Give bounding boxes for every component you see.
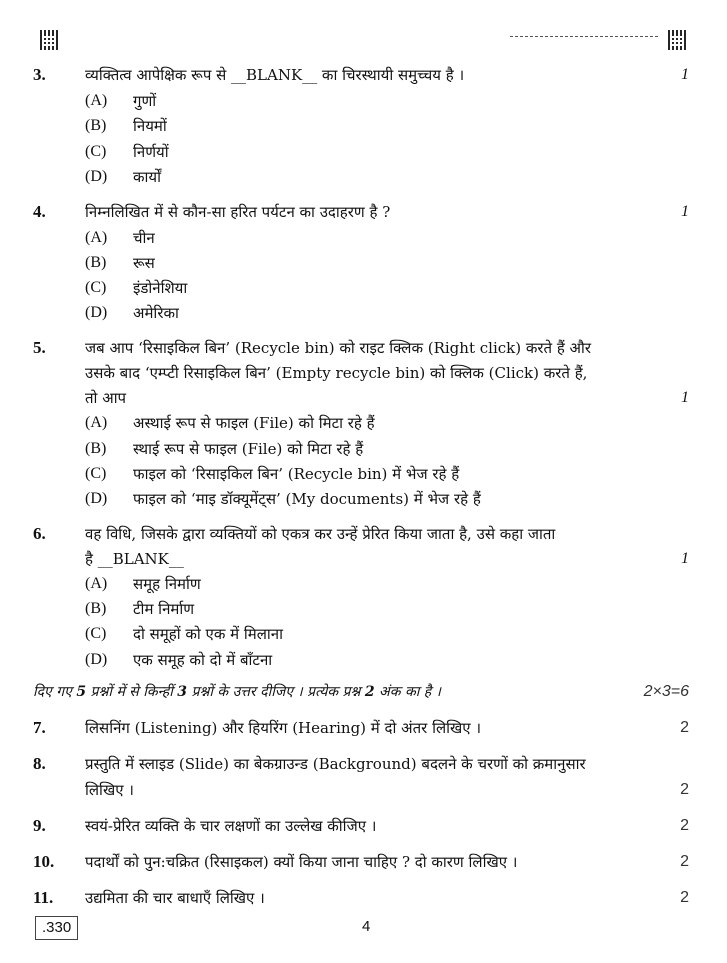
question-text: स्वयं-प्रेरित व्यक्ति के चार लक्षणों का उल्लेख कीजिए । <box>85 817 377 835</box>
option-text: इंडोनेशिया <box>133 279 188 297</box>
option-text: स्थाई रूप से फाइल (File) को मिटा रहे हैं <box>133 440 364 458</box>
question-number: 8. <box>33 754 46 773</box>
question-text: निम्नलिखित में से कौन-सा हरित पर्यटन का उदाहरण है ? <box>85 203 391 221</box>
instruction-text: दिए गए <box>33 684 77 700</box>
question-number: 6. <box>33 524 46 543</box>
option-label: (A) <box>85 575 108 592</box>
question-marks: 2 <box>680 889 689 906</box>
option-label: (C) <box>85 279 107 296</box>
instruction-text: प्रश्नों के उत्तर दीजिए । प्रत्येक प्रश्न <box>187 684 365 700</box>
qr-code-right <box>668 30 688 50</box>
option-label: (A) <box>85 92 108 109</box>
section-marks: 2×3=6 <box>643 683 689 700</box>
question-text: प्रस्तुति में स्लाइड (Slide) का बेकग्राउन्ड (Background) बदलने के चरणों को क्रमानुसार <box>85 755 586 773</box>
question-number: 7. <box>33 718 46 737</box>
question-text: वह विधि, जिसके द्वारा व्यक्तियों को एकत्र कर उन्हें प्रेरित किया जाता है, उसे कहा जाता <box>85 525 556 543</box>
option-text: फाइल को ‘रिसाइकिल बिन’ (Recycle bin) में भेज रहे हैं <box>133 465 460 483</box>
roll-number-line <box>510 36 658 37</box>
option-text: समूह निर्माण <box>133 575 201 593</box>
option-label: (D) <box>85 490 108 507</box>
question-number: 4. <box>33 202 46 221</box>
option-text: निर्णयों <box>133 143 169 161</box>
question-number: 9. <box>33 816 46 835</box>
instruction-text: अंक का है । <box>374 684 441 700</box>
instruction-number: 5 <box>76 684 87 700</box>
option-text: अस्थाई रूप से फाइल (File) को मिटा रहे हैं <box>133 414 375 432</box>
question-marks: 1 <box>681 203 689 220</box>
instruction-text: प्रश्नों में से किन्हीं <box>86 684 178 700</box>
question-text: उद्यमिता की चार बाधाएँ लिखिए । <box>85 889 265 907</box>
option-label: (B) <box>85 600 107 617</box>
question-number: 10. <box>33 852 55 871</box>
option-label: (D) <box>85 304 108 321</box>
question-text: तो आप <box>85 389 127 407</box>
question-number: 3. <box>33 65 46 84</box>
question-text: उसके बाद ‘एम्प्टी रिसाइकिल बिन’ (Empty recycle bin) को क्लिक (Click) करते हैं, <box>85 364 588 382</box>
option-text: रूस <box>133 254 155 272</box>
question-text: जब आप ‘रिसाइकिल बिन’ (Recycle bin) को राइट क्लिक (Right click) करते हैं और <box>85 339 592 357</box>
option-label: (A) <box>85 414 108 431</box>
question-marks: 2 <box>680 781 689 798</box>
option-label: (B) <box>85 117 107 134</box>
paper-code: .330 <box>35 916 78 940</box>
option-text: अमेरिका <box>133 304 179 322</box>
question-number: 11. <box>33 888 54 907</box>
option-text: कार्यों <box>133 168 161 186</box>
question-marks: 1 <box>681 550 689 567</box>
option-text: टीम निर्माण <box>133 600 195 618</box>
option-label: (B) <box>85 440 107 457</box>
option-text: नियमों <box>133 117 167 135</box>
option-label: (D) <box>85 168 108 185</box>
option-label: (C) <box>85 625 107 642</box>
question-marks: 2 <box>680 817 689 834</box>
question-text: लिखिए । <box>85 781 134 799</box>
question-text: है __BLANK__ <box>85 550 184 568</box>
option-label: (C) <box>85 465 107 482</box>
option-label: (C) <box>85 143 107 160</box>
question-text: लिसनिंग (Listening) और हियरिंग (Hearing) में दो अंतर लिखिए । <box>85 719 482 737</box>
page-number: 4 <box>362 918 371 935</box>
instruction-number: 3 <box>177 684 188 700</box>
option-text: गुणों <box>133 92 157 110</box>
question-number: 5. <box>33 338 46 357</box>
question-text: व्यक्तित्व आपेक्षिक रूप से __BLANK__ का चिरस्थायी समुच्चय है । <box>85 66 465 84</box>
instruction-number: 2 <box>364 684 375 700</box>
question-marks: 2 <box>680 719 689 736</box>
option-text: चीन <box>133 229 155 247</box>
question-text: पदार्थों को पुन:चक्रित (रिसाइकल) क्यों किया जाना चाहिए ? दो कारण लिखिए । <box>85 853 518 871</box>
question-marks: 2 <box>680 853 689 870</box>
option-text: फाइल को ‘माइ डॉक्यूमेंट्स’ (My documents) में भेज रहे हैं <box>133 490 481 508</box>
option-text: एक समूह को दो में बाँटना <box>133 651 273 669</box>
option-text: दो समूहों को एक में मिलाना <box>133 625 283 643</box>
question-marks: 1 <box>681 389 689 406</box>
option-label: (B) <box>85 254 107 271</box>
section-instruction <box>33 682 693 702</box>
option-label: (D) <box>85 651 108 668</box>
qr-code-left <box>40 30 60 50</box>
question-marks: 1 <box>681 66 689 83</box>
option-label: (A) <box>85 229 108 246</box>
